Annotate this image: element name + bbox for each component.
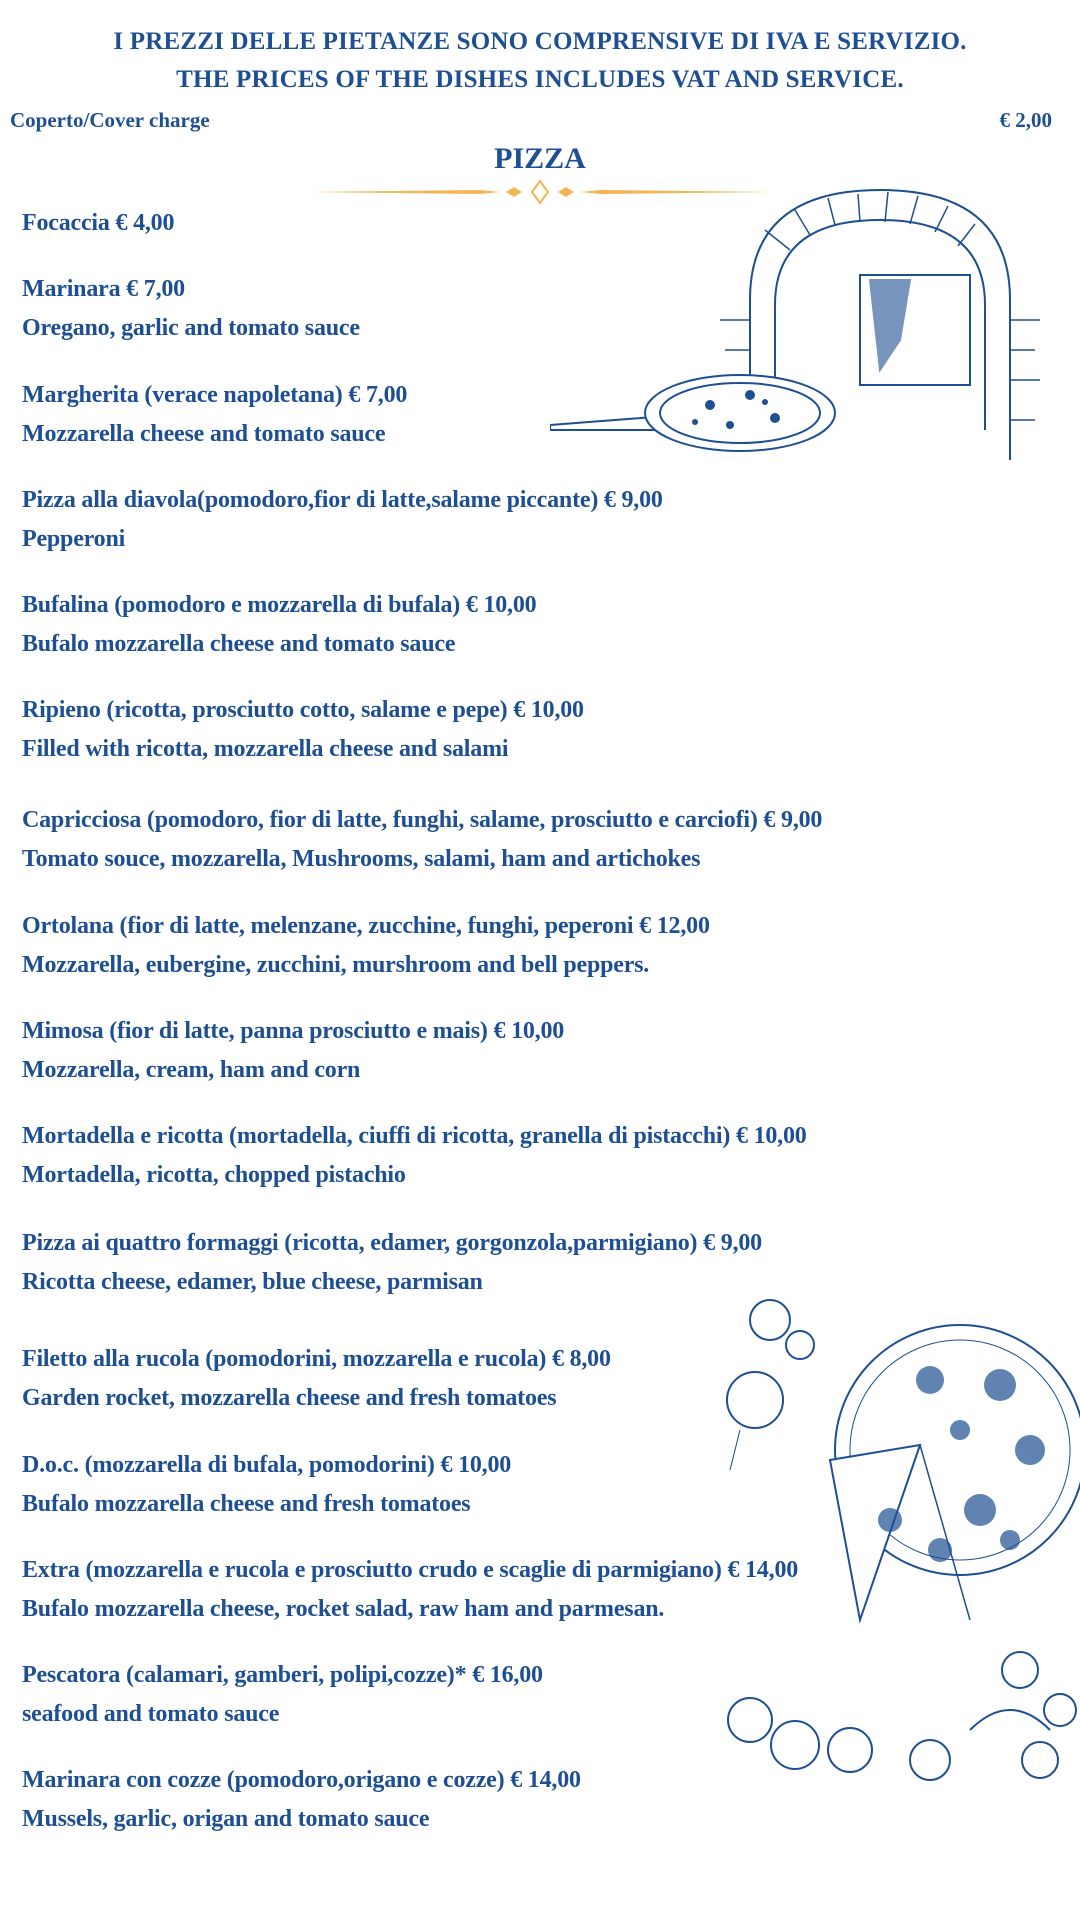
menu-item <box>22 204 174 243</box>
menu-item <box>22 1761 581 1839</box>
item-name: Marinara € 7,00 <box>22 276 185 302</box>
menu-item <box>22 376 407 454</box>
notice-english: THE PRICES OF THE DISHES INCLUDES VAT AND SERVICE. <box>176 66 904 93</box>
item-name: Capricciosa (pomodoro, fior di latte, funghi, salame, prosciutto e carciofi) € 9,00 <box>22 807 823 833</box>
item-description: seafood and tomato sauce <box>22 1701 280 1727</box>
menu-item <box>22 1224 762 1302</box>
item-name: D.o.c. (mozzarella di bufala, pomodorini) € 10,00 <box>22 1452 512 1478</box>
notice-italian: I PREZZI DELLE PIETANZE SONO COMPRENSIVE DI IVA E SERVIZIO. <box>113 28 967 55</box>
item-name: Marinara con cozze (pomodoro,origano e cozze) € 14,00 <box>22 1767 581 1793</box>
menu-item <box>22 270 360 348</box>
item-name: Pizza ai quattro formaggi (ricotta, edamer, gorgonzola,parmigiano) € 9,00 <box>22 1230 762 1256</box>
item-name: Extra (mozzarella e rucola e prosciutto crudo e scaglie di parmigiano) € 14,00 <box>22 1557 799 1583</box>
item-name: Pescatora (calamari, gamberi, polipi,cozze)* € 16,00 <box>22 1662 543 1688</box>
menu-item <box>22 1551 798 1629</box>
menu-item <box>22 586 536 664</box>
menu-item <box>22 1446 511 1524</box>
item-description: Mozzarella, eubergine, zucchini, murshroom and bell peppers. <box>22 952 650 978</box>
item-description: Ricotta cheese, edamer, blue cheese, parmisan <box>22 1269 483 1295</box>
item-description: Pepperoni <box>22 526 126 552</box>
item-name: Focaccia € 4,00 <box>22 210 175 236</box>
item-description: Bufalo mozzarella cheese, rocket salad, raw ham and parmesan. <box>22 1596 665 1622</box>
item-name: Margherita (verace napoletana) € 7,00 <box>22 382 408 408</box>
menu-item <box>22 907 710 985</box>
cover-charge-label: Coperto/Cover charge <box>10 108 210 132</box>
item-description: Bufalo mozzarella cheese and tomato sauce <box>22 631 456 657</box>
item-description: Tomato souce, mozzarella, Mushrooms, salami, ham and artichokes <box>22 846 701 872</box>
menu-item <box>22 691 584 769</box>
item-name: Mimosa (fior di latte, panna prosciutto e mais) € 10,00 <box>22 1018 565 1044</box>
section-title: PIZZA <box>494 142 586 175</box>
item-description: Oregano, garlic and tomato sauce <box>22 315 360 341</box>
menu-item <box>22 1340 611 1418</box>
item-description: Mortadella, ricotta, chopped pistachio <box>22 1162 406 1188</box>
item-description: Mozzarella, cream, ham and corn <box>22 1057 361 1083</box>
menu-item <box>22 1117 807 1195</box>
item-name: Ripieno (ricotta, prosciutto cotto, salame e pepe) € 10,00 <box>22 697 584 723</box>
item-description: Mussels, garlic, origan and tomato sauce <box>22 1806 430 1832</box>
pizza-oven-illustration <box>550 180 1050 470</box>
item-name: Pizza alla diavola(pomodoro,fior di latte,salame piccante) € 9,00 <box>22 487 663 513</box>
menu-item <box>22 1656 543 1734</box>
cover-charge-price: € 2,00 <box>999 108 1052 132</box>
menu-item <box>22 1012 564 1090</box>
item-name: Filetto alla rucola (pomodorini, mozzarella e rucola) € 8,00 <box>22 1346 611 1372</box>
menu-item <box>22 481 663 559</box>
item-description: Bufalo mozzarella cheese and fresh tomatoes <box>22 1491 471 1517</box>
item-name: Ortolana (fior di latte, melenzane, zucchine, funghi, peperoni € 12,00 <box>22 913 710 939</box>
menu-item <box>22 801 822 879</box>
item-description: Garden rocket, mozzarella cheese and fresh tomatoes <box>22 1385 557 1411</box>
item-name: Mortadella e ricotta (mortadella, ciuffi di ricotta, granella di pistacchi) € 10,00 <box>22 1123 807 1149</box>
item-description: Mozzarella cheese and tomato sauce <box>22 421 386 447</box>
item-name: Bufalina (pomodoro e mozzarella di bufala) € 10,00 <box>22 592 537 618</box>
item-description: Filled with ricotta, mozzarella cheese and salami <box>22 736 509 762</box>
